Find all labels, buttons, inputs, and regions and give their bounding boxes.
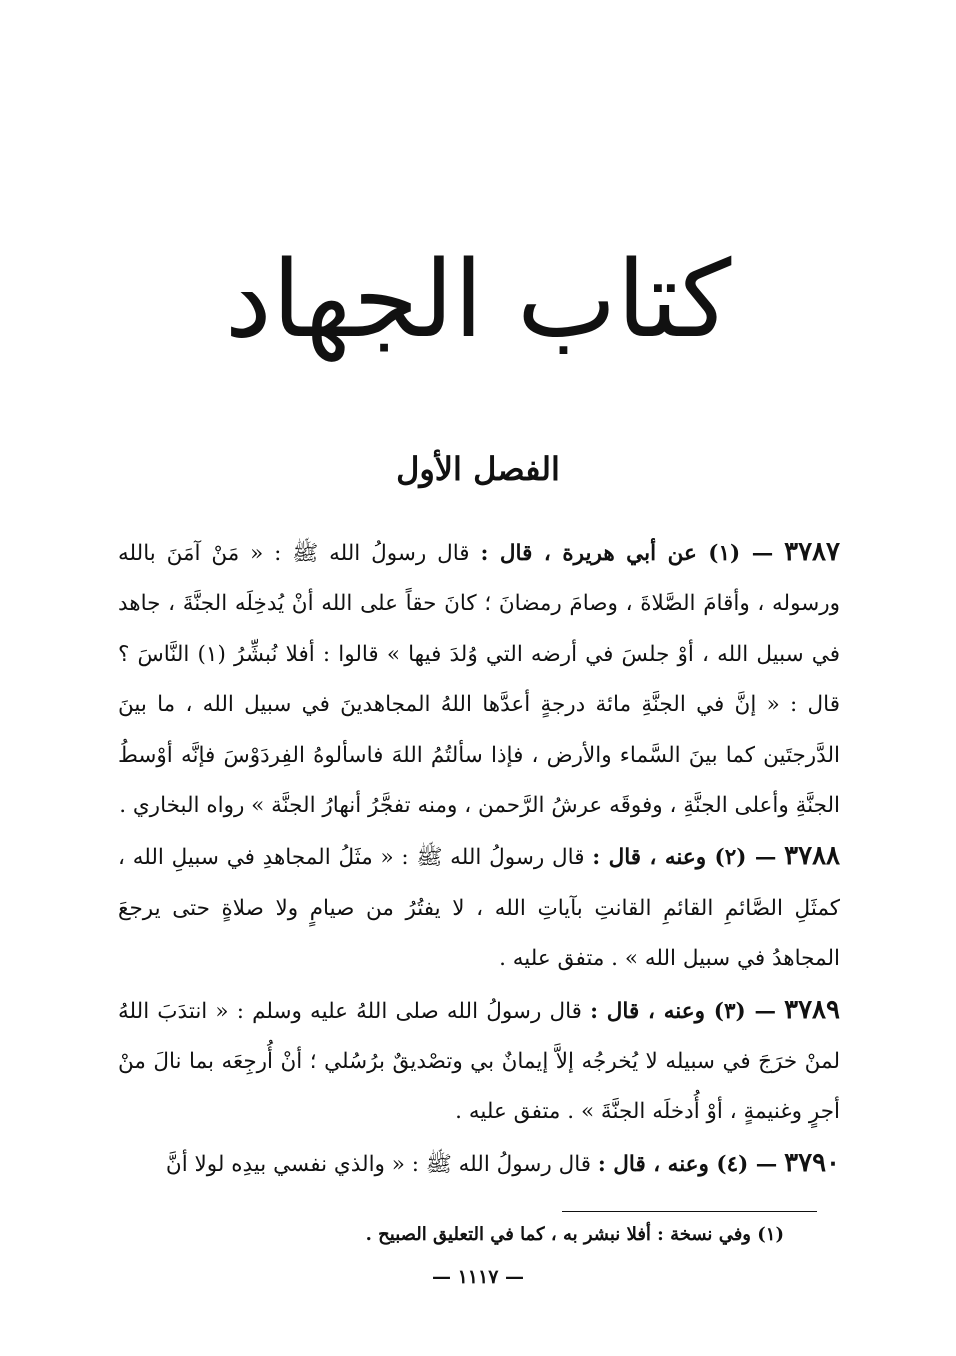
chapter-title: الفصل الأول bbox=[396, 450, 560, 488]
page-number: — ١١١٧ — bbox=[431, 1266, 525, 1288]
hadith-entry bbox=[118, 985, 840, 1138]
hadith-number: ٣٧٩٠ bbox=[784, 1147, 840, 1178]
hadith-text: قال رسولُ الله ﷺ : « مثَلُ المجاهدِ في سبيلِ الله ، كمثَلِ الصَّائمِ القائمِ القانتِ بآياتِ الله ، لا يفتُرُ من صيامٍ ولا صلاةٍ حتى يرجعَ المجاهدُ في سبيل الله » . متفق عليه . bbox=[118, 845, 840, 972]
hadith-number: ٣٧٨٩ bbox=[784, 994, 840, 1025]
hadith-intro: — (٣) وعنه ، قال : bbox=[590, 998, 776, 1024]
hadith-text: قال رسولُ الله ﷺ : « مَنْ آمَنَ بالله ورسوله ، وأقامَ الصَّلاةَ ، وصامَ رمضانَ ؛ كانَ حقاً على الله أنْ يُدخِلَه الجنَّةَ ، جاهد في سبيل الله ، أوْ جلسَ في أرضه التي وُلدَ فيها » قالوا : أفلا نُبشِّرُ (١) النَّاسَ ؟ قال : « إنَّ في الجنَّةِ مائة درجةٍ أعدَّها اللهُ المجاهدينَ في سبيل الله ، ما بينَ الدَّرجتَين كما بينَ السَّماء والأرض ، فإذا سألتُمُ اللهَ فاسألوهُ الفِردَوْسَ فإنَّه أوْسطُ الجنَّةِ وأعلى الجنَّةِ ، وفوقَه عرشُ الرَّحمن ، ومنه تفجَّرُ أنهارُ الجنَّة » رواه البخاري . bbox=[118, 541, 840, 819]
hadith-list bbox=[118, 527, 840, 1190]
hadith-number: ٣٧٨٧ bbox=[784, 537, 840, 567]
hadith-intro: — (٢) وعنه ، قال : bbox=[592, 845, 777, 871]
hadith-entry bbox=[118, 527, 840, 831]
hadith-number: ٣٧٨٨ bbox=[784, 841, 840, 872]
hadith-entry bbox=[118, 1138, 840, 1190]
footnote: (١) وفي نسخة : أفلا نبشر به ، كما في التعليق الصبيح . bbox=[365, 1224, 784, 1245]
footnote-divider bbox=[562, 1211, 817, 1212]
hadith-intro: — (١) عن أبي هريرة ، قال : bbox=[480, 541, 774, 566]
hadith-text: قال رسولُ الله ﷺ : « والذي نفسي بيدِه لولا أنَّ bbox=[165, 1151, 592, 1177]
book-title: كتاب الجهاد bbox=[224, 238, 732, 361]
hadith-entry bbox=[118, 831, 840, 984]
hadith-intro: — (٤) وعنه ، قال : bbox=[597, 1151, 778, 1177]
hadith-text: قال رسولُ الله صلى اللهُ عليه وسلم : « انتدَبَ اللهُ لمنْ خرَجَ في سبيله لا يُخرجُه إلاَّ إيمانٌ بي وتصْديقٌ برُسُلي ؛ أنْ أُرجِعَه بما نالَ منْ أجرٍ وغنيمةٍ ، أوْ أُدخلَه الجنَّةَ » . متفق عليه . bbox=[118, 998, 840, 1125]
